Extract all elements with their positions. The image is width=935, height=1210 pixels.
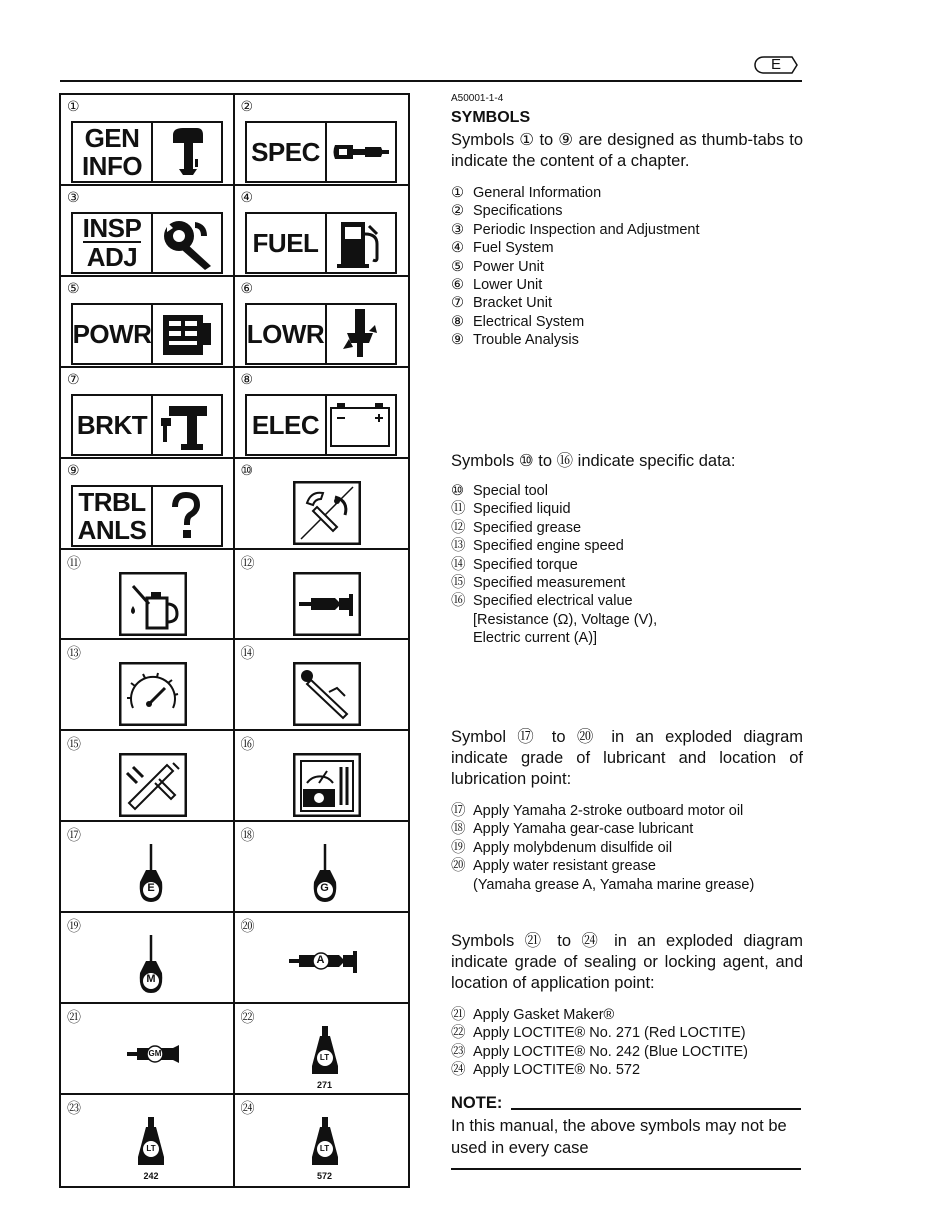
label-line: BRKT [76, 409, 148, 440]
oil-bottle-icon [126, 933, 176, 999]
label-line: TRBL [78, 486, 146, 517]
list-item [451, 1006, 748, 1024]
symbol-cell-8 [235, 368, 409, 459]
symbol-number: ⑱ [240, 827, 255, 844]
lower-unit-icon [325, 305, 395, 363]
list-text: Fuel System [473, 240, 554, 257]
list-item [451, 184, 700, 202]
thumb-tab-label [73, 305, 153, 363]
list-marker: ⑬ [451, 538, 466, 555]
label-line: FUEL [252, 227, 319, 258]
list-marker: ⑭ [451, 556, 466, 573]
thumb-tab-fuel [245, 212, 397, 274]
symbol-cell-2 [235, 95, 409, 186]
symbol-cell-1 [61, 95, 235, 186]
list-item [451, 839, 754, 857]
thumb-tab-label [247, 214, 327, 272]
list-item [451, 294, 700, 312]
symbol-number: ⑦ [67, 370, 80, 387]
oil-bottle-icon [300, 842, 350, 908]
symbol-cell-13 [61, 640, 235, 731]
page-title: SYMBOLS [451, 109, 531, 126]
list-text: Specified engine speed [473, 538, 624, 555]
lubricant-letter: G [320, 882, 329, 895]
list-text: Apply LOCTITE® No. 271 (Red LOCTITE) [473, 1025, 746, 1042]
list-item [451, 331, 700, 349]
symbol-number: ⑬ [67, 645, 81, 662]
list-marker: ⑯ [451, 593, 466, 610]
thumb-tab-insp-adj [71, 212, 223, 274]
list-item [451, 482, 657, 500]
symbol-cell-6 [235, 277, 409, 368]
list-marker: ③ [451, 221, 464, 238]
section2-list [451, 482, 657, 648]
oil-can-icon [119, 572, 187, 636]
thumb-tab-label [73, 396, 153, 454]
symbol-number: ㉑ [67, 1009, 81, 1026]
symbol-number: ⑫ [240, 554, 255, 571]
label-line: INFO [81, 151, 143, 181]
list-item [451, 202, 700, 220]
sealant-letter: GM [148, 1049, 162, 1059]
label-line: POWR [72, 318, 152, 349]
symbol-cell-3 [61, 186, 235, 277]
note-end-rule [451, 1168, 801, 1170]
lubricant-letter: M [146, 973, 156, 986]
symbol-number: ⑭ [240, 645, 255, 662]
list-text: Apply Gasket Maker® [473, 1007, 615, 1023]
symbol-number: ⑥ [240, 279, 254, 296]
thumb-tab-label [247, 305, 327, 363]
symbol-cell-24 [235, 1095, 409, 1186]
symbol-cell-4 [235, 186, 409, 277]
thumb-tab-gen-info [71, 121, 223, 183]
list-marker: ④ [451, 240, 464, 257]
list-text: Trouble Analysis [473, 332, 579, 349]
outboard-motor-icon [151, 123, 221, 181]
label-line: LOWR [246, 318, 325, 349]
symbol-cell-18 [235, 822, 409, 913]
thumb-tab-brkt [71, 394, 223, 456]
list-item [451, 537, 657, 555]
symbol-cell-7 [61, 368, 235, 459]
lubricant-letter: A [316, 954, 325, 967]
question-mark-icon [151, 487, 221, 545]
symbol-cell-23 [61, 1095, 235, 1186]
symbol-cell-15 [61, 731, 235, 822]
list-continuation: (Yamaha grease A, Yamaha marine grease) [473, 876, 755, 893]
symbol-cell-17 [61, 822, 235, 913]
symbol-number: ㉓ [67, 1100, 81, 1117]
symbol-number: ⑳ [240, 918, 255, 935]
symbol-cell-19 [61, 913, 235, 1004]
symbol-number: ③ [67, 188, 80, 205]
symbol-number: ㉒ [240, 1009, 255, 1026]
section-code: A50001-1-4 [451, 93, 504, 104]
label-line: INSP [82, 212, 142, 243]
symbol-cell-9 [61, 459, 235, 550]
list-text: Specifications [473, 203, 563, 220]
list-marker: ㉑ [451, 1007, 466, 1023]
section2-intro: Symbols ⑩ to ⑯ indicate specific data: [451, 452, 736, 470]
list-text: Electrical System [473, 313, 585, 330]
list-text: General Information [473, 185, 602, 201]
symbol-cell-20 [235, 913, 409, 1004]
list-item [451, 802, 754, 820]
label-line: SPEC [251, 137, 320, 167]
label-line: GEN [84, 123, 140, 153]
wrench-icon [151, 214, 221, 272]
symbol-cell-22 [235, 1004, 409, 1095]
symbol-cell-14 [235, 640, 409, 731]
label-line: ANLS [77, 514, 147, 545]
list-text: Specified liquid [473, 501, 571, 518]
list-item [451, 221, 700, 239]
list-marker: ⑳ [451, 858, 466, 875]
list-text: Power Unit [473, 258, 544, 275]
symbol-number: ⑰ [67, 827, 81, 844]
symbol-number: ② [240, 98, 254, 114]
lubricant-letter: E [147, 882, 155, 895]
list-item [451, 276, 700, 294]
list-marker: ㉓ [451, 1043, 466, 1060]
thumb-tab-label [247, 396, 327, 454]
thumb-tab-powr [71, 303, 223, 365]
list-marker: ⑩ [451, 483, 464, 499]
list-marker: ⑥ [451, 277, 464, 294]
list-item [451, 857, 754, 875]
list-text: Lower Unit [473, 277, 543, 294]
symbol-number: ⑮ [67, 736, 81, 753]
list-item [451, 500, 657, 518]
list-text: Apply Yamaha gear-case lubricant [473, 821, 694, 838]
symbol-cell-16 [235, 731, 409, 822]
symbol-cell-10 [235, 459, 409, 550]
thumb-tab-label [73, 123, 153, 181]
engine-icon [151, 305, 221, 363]
list-text: Specified grease [473, 519, 582, 536]
list-marker: ⑨ [451, 332, 464, 349]
list-text: Apply Yamaha 2-stroke outboard motor oil [473, 803, 744, 819]
list-text: Specified torque [473, 556, 578, 573]
section1-intro: Symbols ① to ⑨ are designed as thumb-tabs to indicate the content of a chapter. [451, 131, 803, 170]
list-item [451, 1024, 748, 1042]
list-continuation: Electric current (A)] [473, 630, 598, 647]
list-marker: ⑧ [451, 313, 464, 330]
thumb-tab-trbl-anls [71, 485, 223, 547]
symbol-cell-12 [235, 550, 409, 641]
symbol-number: ⑲ [67, 918, 81, 935]
thumb-tab-label [73, 487, 153, 545]
list-marker: ① [451, 185, 464, 201]
list-item [451, 1043, 748, 1061]
symbol-number: ① [67, 98, 80, 114]
list-marker: ⑪ [451, 501, 466, 518]
list-text: Specified measurement [473, 575, 626, 592]
thumb-tab-label [247, 123, 327, 181]
locktite-letter: LT [319, 1144, 330, 1154]
thumb-tab-elec [245, 394, 397, 456]
list-item [451, 820, 754, 838]
language-mark [754, 56, 798, 74]
grease-gun-icon [293, 572, 361, 636]
section3-intro: Symbol ⑰ to ⑳ in an exploded diagram indicate grade of lubricant and location of lubrication point: [451, 728, 803, 788]
locktite-number: 242 [143, 1171, 159, 1182]
special-tool-icon [293, 481, 361, 545]
symbol-number: ⑧ [240, 370, 254, 387]
list-text: Special tool [473, 483, 548, 499]
list-marker: ⑤ [451, 258, 464, 275]
header-rule [60, 80, 802, 82]
list-marker: ② [451, 203, 464, 220]
section4-intro: Symbols ㉑ to ㉔ in an exploded diagram indicate grade of sealing or locking agent, and location of application point: [451, 932, 803, 992]
list-text: Apply LOCTITE® No. 572 [473, 1062, 641, 1079]
language-letter: E [770, 56, 781, 73]
symbol-number: ㉔ [240, 1100, 255, 1117]
section1-list [451, 184, 700, 350]
symbol-number: ④ [240, 188, 254, 205]
locktite-number: 271 [316, 1080, 333, 1091]
list-marker: ㉔ [451, 1062, 466, 1079]
symbol-cell-21 [61, 1004, 235, 1095]
symbol-number: ⑨ [67, 461, 80, 478]
symbol-number: ⑤ [67, 279, 80, 296]
list-text: Bracket Unit [473, 295, 552, 312]
list-item [451, 258, 700, 276]
list-marker: ㉒ [451, 1025, 466, 1042]
multimeter-icon [293, 753, 361, 817]
symbol-number: ⑯ [240, 736, 255, 753]
thumb-tab-spec [245, 121, 397, 183]
note-rule [511, 1108, 801, 1110]
thumb-tab-label [73, 214, 153, 272]
thumb-tab-lowr [245, 303, 397, 365]
list-text: Periodic Inspection and Adjustment [473, 221, 700, 238]
list-marker: ⑦ [451, 295, 464, 312]
locktite-number: 572 [316, 1171, 333, 1182]
connector-icon [325, 123, 395, 181]
list-text: Specified electrical value [473, 593, 633, 610]
list-text: Apply water resistant grease [473, 858, 656, 875]
list-item [451, 1061, 748, 1079]
section3-list [451, 802, 754, 894]
locktite-letter: LT [146, 1144, 156, 1154]
torque-wrench-icon [293, 662, 361, 726]
bracket-icon [151, 396, 221, 454]
battery-icon [325, 396, 395, 454]
list-item [451, 313, 700, 331]
symbol-grid [59, 93, 410, 1188]
note-text: In this manual, the above symbols may not be used in every case [451, 1117, 787, 1157]
list-marker: ⑮ [451, 575, 466, 592]
list-item [451, 556, 657, 574]
label-line: ELEC [251, 409, 320, 440]
list-marker: ⑱ [451, 821, 466, 838]
list-marker: ⑲ [451, 839, 466, 856]
list-marker: ⑫ [451, 519, 466, 536]
list-item [451, 574, 657, 592]
list-item [451, 519, 657, 537]
caliper-icon [119, 753, 187, 817]
symbol-number: ⑪ [67, 554, 81, 571]
note-label: NOTE: [451, 1094, 503, 1112]
section4-list [451, 1006, 748, 1080]
label-line: ADJ [86, 241, 138, 272]
symbol-cell-5 [61, 277, 235, 368]
symbol-cell-11 [61, 550, 235, 641]
list-item [451, 239, 700, 257]
list-marker: ⑰ [451, 803, 466, 819]
oil-bottle-icon [126, 842, 176, 908]
list-text: Apply LOCTITE® No. 242 (Blue LOCTITE) [473, 1043, 748, 1060]
list-text: Apply molybdenum disulfide oil [473, 839, 673, 856]
list-item [451, 592, 657, 610]
fuel-pump-icon [325, 214, 395, 272]
list-continuation: [Resistance (Ω), Voltage (V), [473, 611, 658, 628]
tachometer-icon [119, 662, 187, 726]
locktite-letter: LT [319, 1053, 330, 1063]
symbol-number: ⑩ [240, 461, 254, 478]
